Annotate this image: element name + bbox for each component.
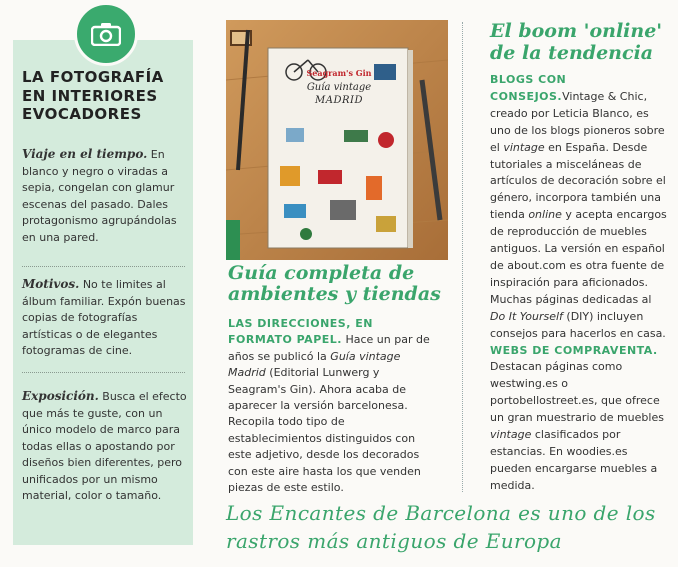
right-text: , que ofrece un gran muestrario de muebles	[490, 394, 664, 425]
right-text: clasificados por estancias. En	[490, 428, 621, 458]
sidebar-section-exposition	[22, 388, 190, 505]
middle-text: Hace un par de años se publicó la	[228, 333, 430, 363]
section-text: En blanco y negro o viradas a sepia, congelan con glamur escenas del pasado. Dales protagonismo agrupándolas en una pared.	[22, 148, 177, 244]
right-text: o	[557, 377, 569, 391]
middle-kicker: LAS DIRECCIONES, EN FORMATO PAPEL.	[228, 317, 373, 347]
right-text: online	[528, 208, 562, 222]
book-photo	[226, 20, 448, 260]
middle-body	[228, 316, 440, 496]
right-text: Vintage & Chic, creado por Leticia Blanco, es uno de los blogs pioneros sobre el	[490, 89, 665, 154]
camera-icon	[74, 2, 138, 66]
sidebar-section-time	[22, 146, 190, 246]
right-text: Do It Yourself	[490, 309, 563, 323]
section-lead: Motivos.	[22, 277, 80, 291]
right-title: El boom 'online' de la tendencia	[490, 20, 663, 64]
site-link: woodies.es	[566, 444, 628, 458]
right-text: vintage	[503, 140, 545, 154]
section-lead: Viaje en el tiempo.	[22, 147, 148, 161]
section-lead: Exposición.	[22, 389, 99, 403]
right-text: pueden encargarse muebles a medida.	[490, 461, 658, 492]
book-name: Guía vintage Madrid	[228, 349, 401, 380]
pull-quote: Los Encantes de Barcelona es uno de los rastros más antiguos de Europa	[226, 501, 656, 553]
column-divider	[462, 22, 463, 492]
right-text: es otra fuente de inspiración para aficionados. Muchas páginas dedicadas al	[490, 258, 665, 306]
sidebar-section-motives	[22, 276, 190, 360]
sidebar-divider	[22, 266, 185, 267]
site-link: about.com	[507, 258, 566, 272]
right-text: y acepta encargos de reproducción de muebles antiguos. La versión en español de	[490, 208, 667, 272]
sidebar-divider	[22, 372, 185, 373]
section-text: No te limites al álbum familiar. Expón buenas copias de fotografías artísticas o de elegantes fotogramas de cine.	[22, 278, 186, 357]
right-text: Destacan páginas como	[490, 360, 623, 374]
sidebar-title: LA FOTOGRAFÍA EN INTERIORES EVOCADORES	[22, 68, 164, 123]
site-link: westwing.es	[490, 377, 558, 391]
right-text: (DIY) incluyen consejos para hacerlos en casa.	[490, 309, 666, 340]
book-title-line1: Guía vintage	[306, 82, 372, 93]
middle-text: (Editorial Lunwerg y Seagram's Gin). Ahora acaba de aparecer la versión barcelonesa. Recopila todo tipo de establecimientos distinguidos con este adjetivo, desde los decorados con este aire hasta los que venden piezas de este estilo.	[228, 366, 421, 495]
right-text: vintage	[490, 428, 532, 442]
right-body	[490, 72, 670, 495]
section-text: Busca el efecto que más te guste, con un único modelo de marco para todas ellas o apostando por diseños bien diferentes, pero unificados por un mismo material, color o tamaño.	[22, 390, 187, 502]
right-kicker-webs: WEBS DE COMPRAVENTA.	[490, 343, 658, 357]
book-brand: Seagram's Gin	[306, 68, 372, 78]
right-kicker-blogs: BLOGS CON CONSEJOS.	[490, 73, 567, 103]
middle-title: Guía completa de ambientes y tiendas	[228, 262, 441, 305]
right-text: en España. Desde tutoriales a misceláneas de artículos de decoración sobre el género, incorpora también una tienda	[490, 140, 666, 222]
book-title-line2: MADRID	[315, 95, 363, 106]
site-link: portobellostreet.es	[490, 394, 595, 408]
